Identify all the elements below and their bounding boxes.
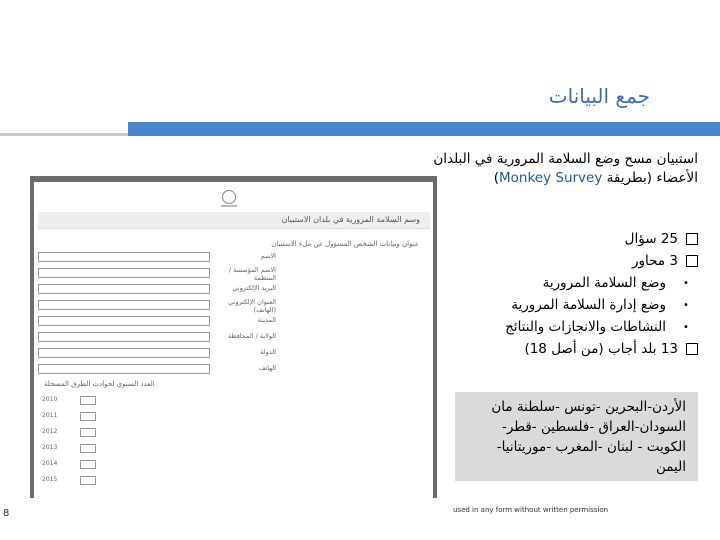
survey-method: Monkey Survey <box>499 170 603 186</box>
year-input[interactable] <box>80 444 96 453</box>
list-item <box>428 272 692 294</box>
year-label: 2013 <box>42 444 58 451</box>
list-item-text: 13 بلد أجاب (من أصل 18) <box>524 341 678 357</box>
field-label: الولاية / المحافظة <box>227 332 276 340</box>
list-item <box>428 316 692 338</box>
field-input[interactable] <box>38 268 210 278</box>
year-input[interactable] <box>80 412 96 421</box>
year-input[interactable] <box>80 428 96 437</box>
year-input[interactable] <box>80 460 96 469</box>
emblem-caption <box>221 205 237 207</box>
year-label: 2015 <box>42 476 58 483</box>
list-item-text: وضع إدارة السلامة المرورية <box>511 297 666 313</box>
field-label: البريد الإلكتروني <box>232 284 276 292</box>
title-underline-gray <box>0 133 128 136</box>
year-label: 2011 <box>42 412 58 419</box>
field-input[interactable] <box>38 332 210 342</box>
square-bullet-icon <box>686 343 698 355</box>
survey-form <box>34 182 433 498</box>
list-item-text: وضع السلامة المرورية <box>542 275 666 291</box>
field-label: الاسم <box>260 252 276 260</box>
intro-line-2-suffix: ) <box>493 170 499 186</box>
field-label: الهاتف <box>258 364 276 372</box>
slide-title: جمع البيانات <box>548 84 650 108</box>
list-item <box>428 228 698 250</box>
footer-note: used in any form without written permission <box>453 506 609 514</box>
list-item-text: 3 محاور <box>632 253 678 269</box>
intro-line-2-prefix: الأعضاء (بطريقة <box>606 170 698 186</box>
field-input[interactable] <box>38 364 210 374</box>
dot-bullet-icon: • <box>683 277 689 289</box>
year-input[interactable] <box>80 396 96 405</box>
field-input[interactable] <box>38 284 210 294</box>
square-bullet-icon <box>686 255 698 267</box>
survey-screenshot <box>30 176 437 498</box>
countries-box: الأردن-البحرين -تونس -سلطنة مان السودان-العراق -فلسطين -قطر- الكويت - لبنان -المغرب -موريتانيا- اليمن <box>455 392 698 481</box>
page-number: 8 <box>3 508 10 519</box>
list-item-text: النشاطات والانجازات والنتائج <box>505 319 666 335</box>
intro-line-1: استبيان مسح وضع السلامة المرورية في البلدان <box>433 151 698 167</box>
year-label: 2012 <box>42 428 58 435</box>
field-input[interactable] <box>38 316 210 326</box>
bullet-list <box>428 228 698 360</box>
list-item <box>428 338 698 360</box>
field-input[interactable] <box>38 348 210 358</box>
title-underline-bar <box>128 122 720 136</box>
field-label: العنوان الإلكتروني (الهاتف) <box>228 298 276 314</box>
year-input[interactable] <box>80 476 96 485</box>
list-item-text: 25 سؤال <box>624 231 678 247</box>
year-label: 2014 <box>42 460 58 467</box>
dot-bullet-icon: • <box>683 321 689 333</box>
dot-bullet-icon: • <box>683 299 689 311</box>
year-label: 2010 <box>42 396 58 403</box>
field-label: المدينة <box>257 316 276 324</box>
field-label: الدولة <box>260 348 276 356</box>
form-header <box>38 212 430 229</box>
section-contact: عنوان وبيانات الشخص المسؤول عن ملء الاستبيان <box>271 240 419 248</box>
emblem-icon <box>222 190 236 204</box>
field-input[interactable] <box>38 300 210 310</box>
field-label: الاسم المؤسسة / المنظمة <box>228 266 276 282</box>
list-item <box>428 294 692 316</box>
list-item <box>428 250 698 272</box>
form-header-text: وسم السلامة المرورية في بلدان الاستبيان <box>281 215 420 224</box>
field-input[interactable] <box>38 252 210 262</box>
section-years: العدد السنوي لحوادث الطرق المسجلة <box>44 380 155 388</box>
square-bullet-icon <box>686 233 698 245</box>
